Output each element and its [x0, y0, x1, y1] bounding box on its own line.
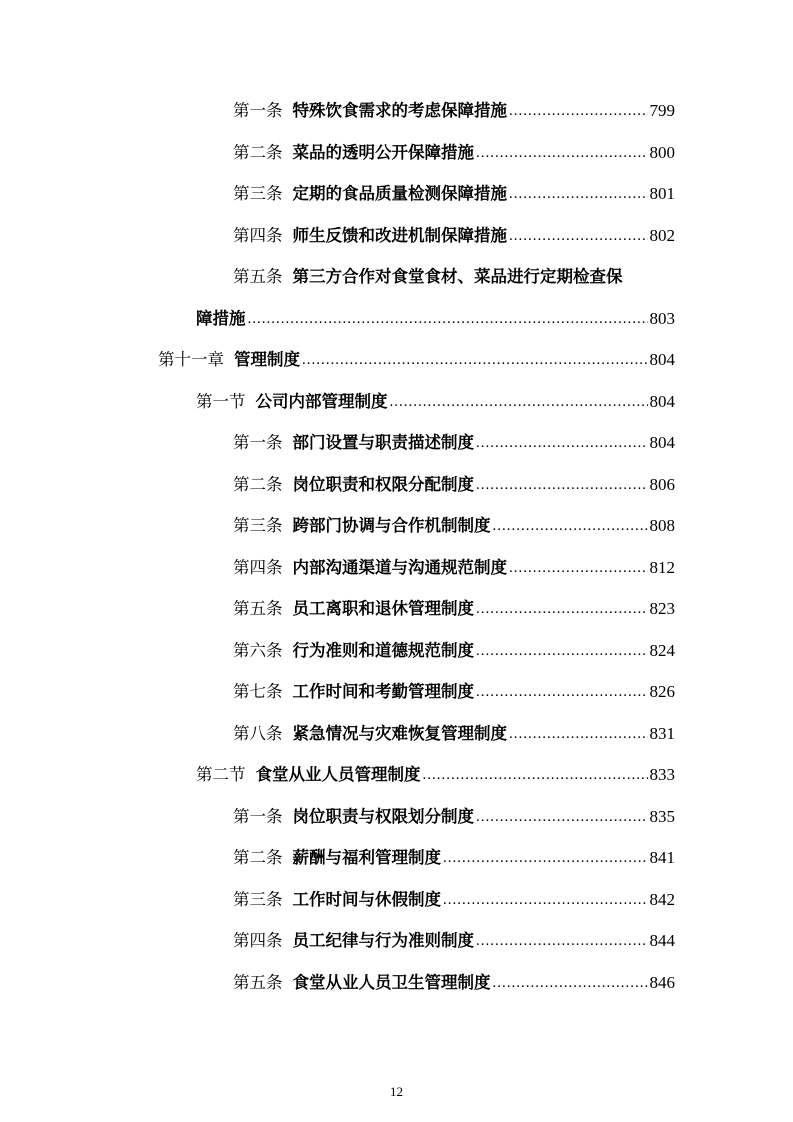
toc-entry-number: 第八条: [233, 724, 283, 743]
toc-leader-dots: [509, 183, 648, 205]
toc-leader-dots: [390, 391, 648, 413]
toc-entry-title: 岗位职责和权限分配制度: [292, 475, 474, 494]
toc-entry-number: 第三条: [233, 516, 283, 535]
toc-entry-number: 第四条: [233, 226, 283, 245]
toc-entry-page: 800: [649, 143, 675, 162]
toc-entry-wrapped-first-line[interactable]: [233, 258, 675, 288]
toc-entry[interactable]: [233, 922, 675, 952]
toc-entry-number: 第三条: [233, 184, 283, 203]
toc-entry-page: 806: [649, 475, 675, 494]
toc-entry-number: 第六条: [233, 641, 283, 660]
toc-entry-number: 第七条: [233, 682, 283, 701]
toc-entry[interactable]: [233, 466, 675, 496]
toc-entry-title: 食堂从业人员卫生管理制度: [292, 973, 491, 992]
toc-entry-title: 工作时间与休假制度: [292, 890, 441, 909]
toc-leader-dots: [443, 847, 648, 869]
toc-entry-number: 第五条: [233, 973, 283, 992]
toc-entry-number: 第五条: [233, 599, 283, 618]
toc-entry-title: 内部沟通渠道与沟通规范制度: [292, 558, 507, 577]
toc-leader-dots: [476, 432, 648, 454]
toc-entry[interactable]: [233, 175, 675, 205]
toc-entry-title: 岗位职责与权限划分制度: [292, 807, 474, 826]
toc-leader-dots: [248, 308, 648, 330]
toc-leader-dots: [476, 640, 648, 662]
toc-entry[interactable]: [233, 217, 675, 247]
toc-entry-page: 808: [649, 516, 675, 535]
toc-leader-dots: [509, 100, 648, 122]
toc-entry[interactable]: [233, 590, 675, 620]
toc-entry-page: 803: [649, 309, 675, 328]
toc-leader-dots: [476, 598, 648, 620]
toc-leader-dots: [509, 723, 648, 745]
toc-entry[interactable]: [233, 549, 675, 579]
toc-entry[interactable]: [233, 798, 675, 828]
toc-entry-number: 第四条: [233, 931, 283, 950]
toc-entry[interactable]: [233, 134, 675, 164]
toc-leader-dots: [493, 972, 648, 994]
toc-entry-page: 824: [649, 641, 675, 660]
toc-entry-number: 第二条: [233, 848, 283, 867]
toc-leader-dots: [302, 349, 648, 371]
toc-entry-page: 804: [649, 392, 675, 411]
toc-entry-page: 831: [649, 724, 675, 743]
toc-entry-title: 员工纪律与行为准则制度: [292, 931, 474, 950]
toc-entry-number: 第十一章: [158, 350, 224, 369]
toc-entry-number: 第一节: [196, 392, 246, 411]
toc-entry-title: 特殊饮食需求的考虑保障措施: [292, 101, 507, 120]
toc-entry-page: 801: [649, 184, 675, 203]
toc-entry-title: 行为准则和道德规范制度: [292, 641, 474, 660]
toc-entry-page: 846: [649, 973, 675, 992]
toc-entry-title: 食堂从业人员管理制度: [255, 765, 421, 784]
toc-entry-page: 812: [649, 558, 675, 577]
toc-entry-title: 第三方合作对食堂食材、菜品进行定期检查保: [292, 267, 623, 286]
toc-entry-title: 工作时间和考勤管理制度: [292, 682, 474, 701]
toc-section-entry[interactable]: [196, 383, 675, 413]
toc-entry-number: 第四条: [233, 558, 283, 577]
toc-entry-number: 第二条: [233, 475, 283, 494]
toc-entry-number: 第一条: [233, 433, 283, 452]
toc-entry-title: 薪酬与福利管理制度: [292, 848, 441, 867]
toc-entry-page: 799: [649, 101, 675, 120]
toc-entry[interactable]: [233, 964, 675, 994]
toc-entry-title: 管理制度: [234, 350, 300, 369]
toc-leader-dots: [509, 225, 648, 247]
toc-entry-title: 员工离职和退休管理制度: [292, 599, 474, 618]
toc-leader-dots: [476, 142, 648, 164]
toc-entry-number: 第二条: [233, 143, 283, 162]
toc-leader-dots: [509, 557, 648, 579]
toc-entry-page: 802: [649, 226, 675, 245]
toc-entry-page: 841: [649, 848, 675, 867]
toc-leader-dots: [493, 515, 648, 537]
toc-leader-dots: [443, 889, 648, 911]
toc-entry-page: 842: [649, 890, 675, 909]
toc-entry-number: 第一条: [233, 807, 283, 826]
toc-leader-dots: [476, 681, 648, 703]
toc-entry-title: 公司内部管理制度: [255, 392, 388, 411]
toc-entry[interactable]: [233, 881, 675, 911]
toc-entry[interactable]: [233, 632, 675, 662]
toc-entry[interactable]: [233, 839, 675, 869]
page-number-footer: 12: [390, 1084, 403, 1099]
toc-entry-title: 定期的食品质量检测保障措施: [292, 184, 507, 203]
toc-leader-dots: [423, 764, 648, 786]
toc-entry-page: 835: [649, 807, 675, 826]
toc-chapter-entry[interactable]: [158, 341, 675, 371]
toc-leader-dots: [476, 474, 648, 496]
toc-leader-dots: [476, 930, 648, 952]
toc-section-entry[interactable]: [196, 756, 675, 786]
toc-entry-title: 部门设置与职责描述制度: [292, 433, 474, 452]
toc-entry-page: 826: [649, 682, 675, 701]
toc-entry-wrapped-continuation[interactable]: [196, 300, 675, 330]
toc-leader-dots: [476, 806, 648, 828]
toc-entry-title: 障措施: [196, 309, 246, 328]
toc-entry-title: 菜品的透明公开保障措施: [292, 143, 474, 162]
toc-entry-title: 紧急情况与灾难恢复管理制度: [292, 724, 507, 743]
toc-entry-page: 823: [649, 599, 675, 618]
toc-entry[interactable]: [233, 507, 675, 537]
toc-entry-title: 师生反馈和改进机制保障措施: [292, 226, 507, 245]
toc-entry-page: 844: [649, 931, 675, 950]
toc-entry-page: 833: [649, 765, 675, 784]
toc-entry-number: 第五条: [233, 267, 283, 286]
toc-entry[interactable]: [233, 673, 675, 703]
toc-entry-title: 跨部门协调与合作机制制度: [292, 516, 491, 535]
toc-entry-page: 804: [649, 433, 675, 452]
toc-entry-number: 第一条: [233, 101, 283, 120]
toc-entry-number: 第三条: [233, 890, 283, 909]
toc-entry[interactable]: [233, 715, 675, 745]
toc-entry-page: 804: [649, 350, 675, 369]
toc-entry-number: 第二节: [196, 765, 246, 784]
toc-entry[interactable]: [233, 92, 675, 122]
toc-entry[interactable]: [233, 424, 675, 454]
